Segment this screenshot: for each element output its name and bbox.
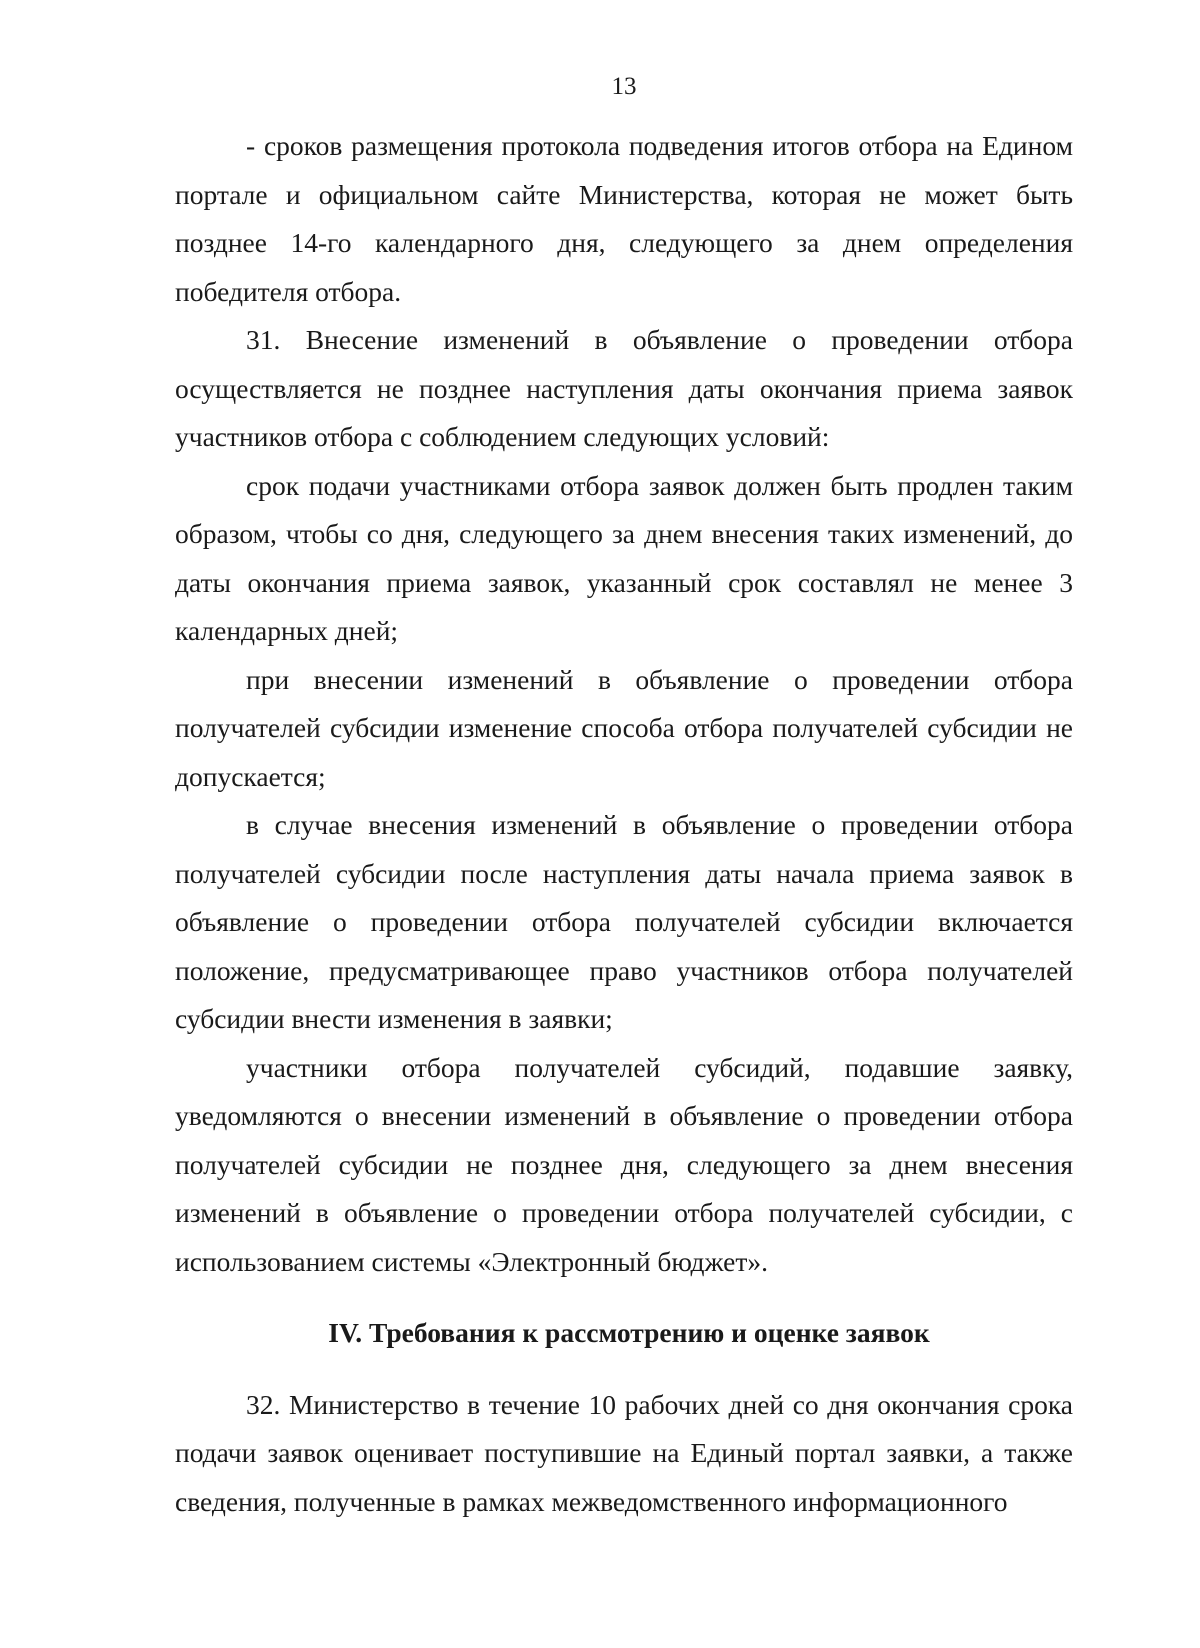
paragraph-32: 32. Министерство в течение 10 рабочих дней со дня окончания срока подачи заявок оценивает поступившие на Единый портал заявки, а также сведения, полученные в рамках межведомственного информационного: [175, 1388, 1073, 1517]
paragraph-31: 31. Внесение изменений в объявление о проведении отбора осуществляется не позднее наступления даты окончания приема заявок участников отбора с соблюдением следующих условий:: [175, 324, 1073, 452]
paragraph-deadline-protocol: - сроков размещения протокола подведения итогов отбора на Едином портале и официальном сайте Министерства, которая не может быть позднее 14-го календарного дня, следующего за днем определения победителя отбора.: [175, 130, 1073, 307]
section-heading: IV. Требования к рассмотрению и оценке заявок: [328, 1317, 930, 1348]
paragraph-submission-extension: срок подачи участниками отбора заявок должен быть продлен таким образом, чтобы со дня, следующего за днем внесения таких изменений, до даты окончания приема заявок, указанный срок составлял не менее 3 календарных дней;: [175, 469, 1073, 646]
page-number: 13: [611, 73, 637, 100]
paragraph-after-start: в случае внесения изменений в объявление о проведении отбора получателей субсидии после наступления даты начала приема заявок в объявление о проведении отбора получателей субсидии включается положение, предусматривающее право участников отбора получателей субсидии внести изменения в заявки;: [175, 809, 1073, 1034]
document-body: [175, 122, 1073, 1526]
paragraph-notification: участники отбора получателей субсидий, подавшие заявку, уведомляются о внесении изменений в объявление о проведении отбора получателей субсидии не позднее дня, следующего за днем внесения изменений в объявление о проведении отбора получателей субсидии, с использованием системы «Электронный бюджет».: [175, 1051, 1073, 1277]
paragraph-method-change: при внесении изменений в объявление о проведении отбора получателей субсидии изменение способа отбора получателей субсидии не допускается;: [175, 663, 1073, 792]
